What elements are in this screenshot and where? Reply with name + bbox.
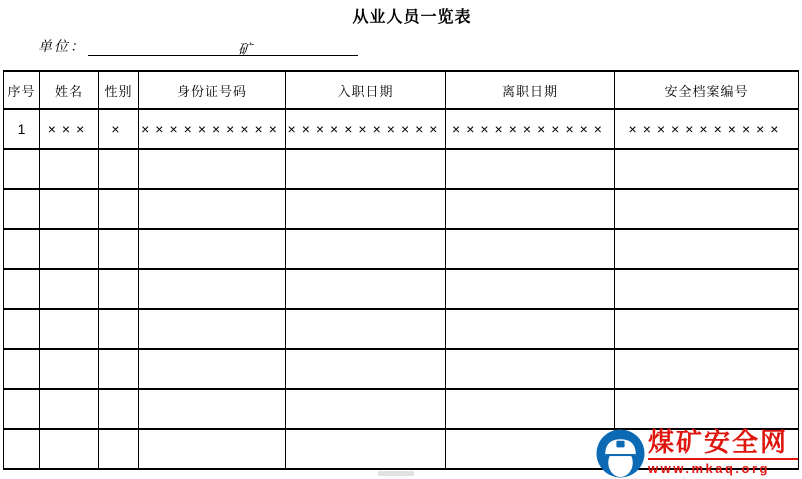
table-cell[interactable] (40, 349, 99, 389)
unit-value[interactable]: 矿 (238, 43, 252, 58)
table-cell[interactable] (99, 149, 139, 189)
unit-label: 单位： (38, 40, 86, 55)
table-cell[interactable]: ×××××××××× (139, 109, 286, 149)
table-cell[interactable] (286, 429, 446, 469)
table-cell[interactable] (615, 269, 799, 309)
column-header-hire-date: 入职日期 (286, 71, 446, 109)
unit-fill-in-blank[interactable] (88, 39, 358, 56)
table-cell[interactable] (4, 349, 40, 389)
table-cell[interactable] (139, 349, 286, 389)
table-cell[interactable] (286, 309, 446, 349)
table-cell[interactable] (40, 309, 99, 349)
table-header-row (4, 71, 799, 109)
table-cell[interactable] (99, 349, 139, 389)
table-cell[interactable] (139, 429, 286, 469)
table-cell[interactable] (40, 229, 99, 269)
table-cell[interactable] (4, 189, 40, 229)
mkaq-watermark (596, 428, 802, 479)
table-cell[interactable] (446, 189, 615, 229)
table-cell[interactable] (99, 429, 139, 469)
site-name: 煤矿安全网 (648, 427, 789, 457)
table-cell[interactable]: ××××××××××× (446, 109, 615, 149)
table-cell[interactable] (286, 229, 446, 269)
table-row (4, 269, 799, 309)
table-cell[interactable] (4, 429, 40, 469)
unit-line (38, 36, 358, 56)
table-cell[interactable] (4, 309, 40, 349)
table-row (4, 149, 799, 189)
table-row (4, 109, 799, 149)
table-cell[interactable] (615, 229, 799, 269)
table-cell[interactable] (615, 309, 799, 349)
table-cell[interactable] (615, 149, 799, 189)
table-cell[interactable]: × (99, 109, 139, 149)
table-cell[interactable] (99, 189, 139, 229)
table-cell[interactable] (286, 269, 446, 309)
table-cell[interactable] (99, 269, 139, 309)
table-cell[interactable] (139, 189, 286, 229)
column-header-safety-file-number: 安全档案编号 (615, 71, 799, 109)
table-row (4, 189, 799, 229)
miner-hardhat-icon (596, 429, 645, 478)
table-cell[interactable] (40, 429, 99, 469)
column-header-leave-date: 离职日期 (446, 71, 615, 109)
table-cell[interactable] (286, 149, 446, 189)
table-cell[interactable]: 1 (4, 109, 40, 149)
table-cell[interactable] (139, 269, 286, 309)
table-cell[interactable] (4, 149, 40, 189)
column-header-name: 姓名 (40, 71, 99, 109)
table-cell[interactable] (615, 189, 799, 229)
table-cell[interactable]: ××× (40, 109, 99, 149)
employee-table-body (4, 109, 799, 469)
table-cell[interactable] (615, 349, 799, 389)
column-header-id-number: 身份证号码 (139, 71, 286, 109)
table-cell[interactable] (40, 389, 99, 429)
table-row (4, 229, 799, 269)
table-cell[interactable] (99, 229, 139, 269)
table-cell[interactable] (40, 269, 99, 309)
table-cell[interactable] (4, 389, 40, 429)
watermark-text (648, 428, 800, 476)
table-cell[interactable] (139, 229, 286, 269)
table-cell[interactable] (286, 189, 446, 229)
table-cell[interactable] (4, 229, 40, 269)
table-row (4, 389, 799, 429)
table-cell[interactable] (446, 269, 615, 309)
table-cell[interactable] (286, 349, 446, 389)
table-cell[interactable] (446, 429, 615, 469)
column-header-gender: 性别 (99, 71, 139, 109)
table-cell[interactable] (99, 309, 139, 349)
table-cell[interactable]: ××××××××××× (615, 109, 799, 149)
column-header-serial: 序号 (4, 71, 40, 109)
table-row (4, 349, 799, 389)
table-cell[interactable] (446, 389, 615, 429)
table-cell[interactable] (40, 149, 99, 189)
site-url: www.mkaq.org (648, 461, 770, 476)
table-row (4, 309, 799, 349)
table-cell[interactable] (615, 389, 799, 429)
table-cell[interactable] (286, 389, 446, 429)
employee-roster-table (3, 70, 799, 470)
table-cell[interactable] (446, 349, 615, 389)
table-cell[interactable] (139, 149, 286, 189)
table-cell[interactable] (139, 389, 286, 429)
table-cell[interactable] (446, 149, 615, 189)
table-cell[interactable] (139, 309, 286, 349)
page-title: 从业人员一览表 (352, 9, 472, 26)
table-cell[interactable] (446, 309, 615, 349)
table-cell[interactable] (446, 229, 615, 269)
table-cell[interactable]: ××××××××××× (286, 109, 446, 149)
page-break-marker (378, 471, 414, 476)
table-cell[interactable] (40, 189, 99, 229)
red-divider-line (648, 458, 798, 460)
table-cell[interactable] (99, 389, 139, 429)
table-cell[interactable] (4, 269, 40, 309)
